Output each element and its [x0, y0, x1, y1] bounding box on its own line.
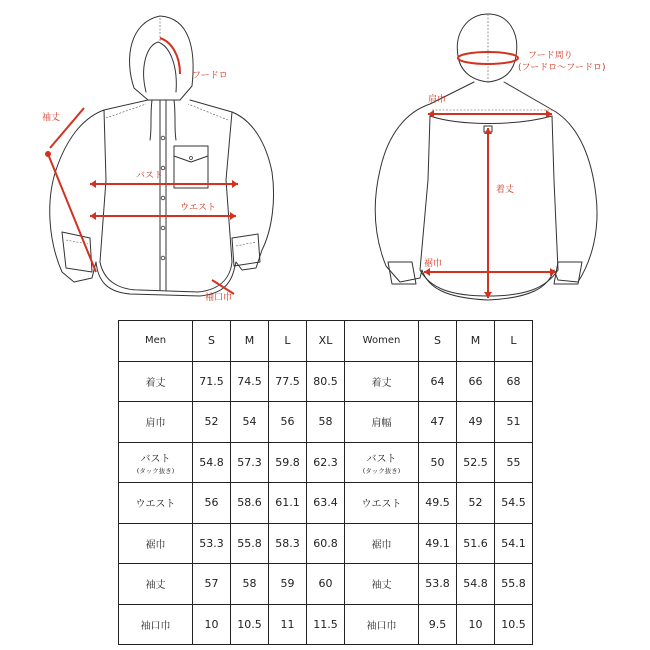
men-size-value: 62.3	[307, 442, 345, 483]
label-hem: 裾巾	[424, 259, 443, 269]
women-size-value: 47	[419, 402, 457, 443]
women-measure-label	[345, 523, 419, 564]
men-size-value: 59.8	[269, 442, 307, 483]
header-men-size: M	[231, 321, 269, 362]
back-measurements	[424, 52, 556, 298]
men-size-value: 58.3	[269, 523, 307, 564]
women-measure-name: 袖口巾	[366, 620, 397, 632]
women-measure-name: 肩幅	[371, 418, 392, 430]
women-size-value: 52	[457, 483, 495, 524]
men-size-value: 57	[193, 564, 231, 605]
men-size-value: 77.5	[269, 361, 307, 402]
size-table-body	[119, 321, 533, 645]
women-measure-label	[345, 604, 419, 645]
women-size-value: 9.5	[419, 604, 457, 645]
men-size-value: 11	[269, 604, 307, 645]
header-men-size: L	[269, 321, 307, 362]
table-row	[119, 402, 533, 443]
men-size-value: 74.5	[231, 361, 269, 402]
label-hood-circumference-sub: (フードロ〜フードロ)	[518, 63, 606, 73]
women-size-value: 54.5	[495, 483, 533, 524]
men-size-value: 71.5	[193, 361, 231, 402]
table-row	[119, 523, 533, 564]
men-size-value: 60.8	[307, 523, 345, 564]
header-men-size: XL	[307, 321, 345, 362]
men-size-value: 58	[231, 564, 269, 605]
header-women-size: L	[495, 321, 533, 362]
label-sleeve-length: 袖丈	[42, 113, 61, 123]
women-measure-name: 袖丈	[371, 580, 392, 592]
men-measure-label	[119, 442, 193, 483]
women-measure-label	[345, 402, 419, 443]
women-size-value: 51.6	[457, 523, 495, 564]
men-size-value: 58.6	[231, 483, 269, 524]
men-size-value: 54	[231, 402, 269, 443]
men-measure-name: 肩巾	[145, 418, 166, 430]
women-size-value: 51	[495, 402, 533, 443]
men-size-value: 52	[193, 402, 231, 443]
women-measure-name: ウエスト	[361, 499, 402, 511]
men-measure-name: バスト	[140, 453, 171, 465]
header-women-size: S	[419, 321, 457, 362]
men-size-value: 10.5	[231, 604, 269, 645]
women-size-value: 54.8	[457, 564, 495, 605]
women-size-value: 53.8	[419, 564, 457, 605]
table-row	[119, 361, 533, 402]
size-table	[118, 320, 533, 645]
label-shoulder: 肩巾	[428, 95, 447, 105]
label-bust: バスト	[136, 171, 164, 181]
women-size-value: 54.1	[495, 523, 533, 564]
men-measure-label	[119, 483, 193, 524]
table-row	[119, 442, 533, 483]
table-header-row	[119, 321, 533, 362]
table-row	[119, 604, 533, 645]
women-size-value: 66	[457, 361, 495, 402]
label-waist: ウエスト	[180, 203, 217, 213]
table-row	[119, 564, 533, 605]
men-size-value: 55.8	[231, 523, 269, 564]
men-size-value: 56	[193, 483, 231, 524]
men-measure-label	[119, 361, 193, 402]
women-size-value: 55.8	[495, 564, 533, 605]
sleeve-start-dot	[45, 151, 51, 157]
women-size-value: 49.1	[419, 523, 457, 564]
men-size-value: 56	[269, 402, 307, 443]
label-hood: フードロ	[192, 71, 228, 81]
front-view	[50, 16, 274, 296]
header-women: Women	[345, 321, 419, 362]
men-size-value: 80.5	[307, 361, 345, 402]
label-length: 着丈	[496, 185, 515, 195]
header-men: Men	[119, 321, 193, 362]
men-measure-label	[119, 402, 193, 443]
men-measure-name: 袖口巾	[140, 620, 171, 632]
women-size-value: 52.5	[457, 442, 495, 483]
hood-measure-line	[160, 38, 180, 74]
men-size-value: 58	[307, 402, 345, 443]
women-measure-name: 裾巾	[371, 539, 392, 551]
women-size-value: 10	[457, 604, 495, 645]
label-cuff: 袖口巾	[205, 293, 233, 303]
women-measure-name: バスト	[366, 453, 397, 465]
men-size-value: 61.1	[269, 483, 307, 524]
men-size-value: 53.3	[193, 523, 231, 564]
men-size-value: 11.5	[307, 604, 345, 645]
men-size-value: 63.4	[307, 483, 345, 524]
men-measure-name: 裾巾	[145, 539, 166, 551]
women-measure-label	[345, 483, 419, 524]
women-size-value: 55	[495, 442, 533, 483]
men-measure-label	[119, 604, 193, 645]
garment-diagram	[0, 0, 650, 310]
men-size-value: 57.3	[231, 442, 269, 483]
women-size-value: 50	[419, 442, 457, 483]
men-size-value: 60	[307, 564, 345, 605]
women-measure-name: 着丈	[371, 377, 392, 389]
women-measure-label	[345, 361, 419, 402]
women-measure-label	[345, 564, 419, 605]
men-size-value: 10	[193, 604, 231, 645]
men-measure-label	[119, 523, 193, 564]
table-row	[119, 483, 533, 524]
women-size-value: 68	[495, 361, 533, 402]
women-size-value: 64	[419, 361, 457, 402]
label-hood-circumference: フード周り	[528, 51, 573, 61]
men-size-value: 59	[269, 564, 307, 605]
header-men-size: S	[193, 321, 231, 362]
header-women-size: M	[457, 321, 495, 362]
men-measure-note: (タック抜き)	[136, 466, 175, 475]
men-measure-label	[119, 564, 193, 605]
women-size-value: 49	[457, 402, 495, 443]
men-size-value: 54.8	[193, 442, 231, 483]
men-measure-name: 着丈	[145, 377, 166, 389]
men-measure-name: ウエスト	[135, 499, 176, 511]
women-measure-label	[345, 442, 419, 483]
women-size-value: 10.5	[495, 604, 533, 645]
women-measure-note: (タック抜き)	[362, 466, 401, 475]
men-measure-name: 袖丈	[145, 580, 166, 592]
women-size-value: 49.5	[419, 483, 457, 524]
